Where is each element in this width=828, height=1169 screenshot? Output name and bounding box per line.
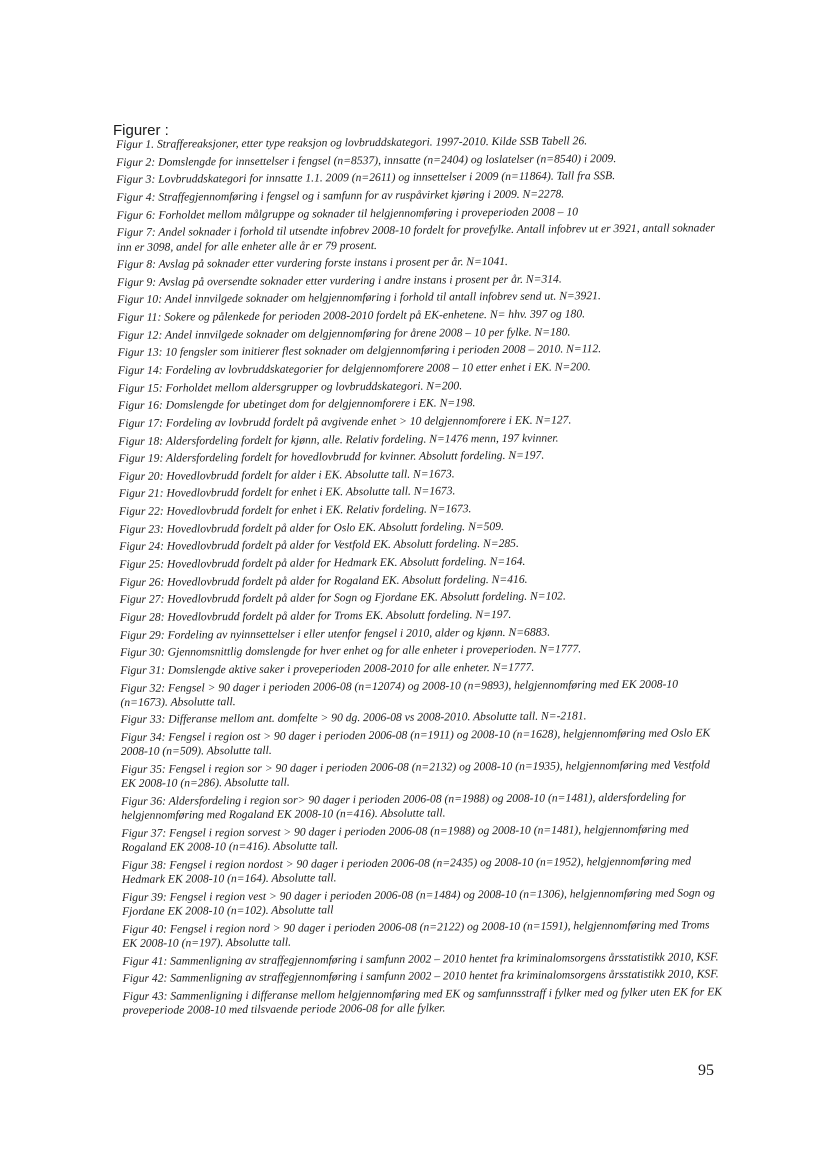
- figure-caption: Figur 17: Fordeling av lovbrudd fordelt på avgivende enhet > 10 delgjennomforere i EK. N=127.: [118, 413, 572, 430]
- figure-caption: Figur 34: Fengsel i region ost > 90 dager i perioden 2006-08 (n=1911) og 2008-10 (n=1628), helgjennomføring med Oslo EK 2008-10 (n=509). Absolutte tall.: [120, 726, 711, 759]
- figure-caption: Figur 31: Domslengde aktive saker i proveperioden 2008-2010 for alle enheter. N=1777.: [120, 660, 535, 677]
- figure-caption: Figur 39: Fengsel i region vest > 90 dager i perioden 2006-08 (n=1484) og 2008-10 (n=1306), helgjennomføring med Sogn og Fjordane EK 2008-10 (n=102). Absolutte tall: [121, 886, 715, 919]
- figure-caption: Figur 35: Fengsel i region sor > 90 dager i perioden 2006-08 (n=2132) og 2008-10 (n=1935), helgjennomføring med Vestfold EK 2008-10 (n=286). Absolutte tall.: [120, 758, 710, 791]
- figure-caption: Figur 16: Domslengde for ubetinget dom for delgjennomforere i EK. N=198.: [118, 396, 476, 413]
- figure-caption: Figur 8: Avslag på soknader etter vurdering forste instans i prosent per år. N=1041.: [116, 255, 508, 272]
- figure-caption: Figur 10: Andel innvilgede soknader om helgjennomføring i forhold til antall infobrev send ut. N=3921.: [117, 289, 601, 307]
- figure-caption: Figur 14: Fordeling av lovbruddskategorier for delgjennomforere 2008 – 10 etter enhet i EK. N=200.: [117, 360, 591, 377]
- figure-caption: Figur 23: Hovedlovbrudd fordelt på alder for Oslo EK. Absolutt fordeling. N=509.: [119, 519, 504, 536]
- figure-list: [116, 133, 723, 1022]
- figure-caption: Figur 11: Sokere og pålenkede for perioden 2008-2010 fordelt på EK-enhetene. N= hhv. 397 og 180.: [117, 307, 586, 325]
- figure-caption: Figur 38: Fengsel i region nordost > 90 dager i perioden 2006-08 (n=2435) og 2008-10 (n=1952), helgjennomføring med Hedmark EK 2008-10 (n=164). Absolutte tall.: [121, 854, 692, 887]
- figure-caption: Figur 19: Aldersfordeling fordelt for hovedlovbrudd for kvinner. Absolutt fordeling. N=197.: [118, 448, 545, 466]
- figure-caption: Figur 6: Forholdet mellom målgruppe og soknader til helgjennomføring i proveperioden 2008 – 10: [116, 204, 579, 222]
- figure-caption: Figur 26: Hovedlovbrudd fordelt på alder for Rogaland EK. Absolutt fordeling. N=416.: [119, 572, 528, 589]
- figure-caption: Figur 20: Hovedlovbrudd fordelt for alder i EK. Absolutte tall. N=1673.: [118, 467, 455, 483]
- figure-caption: Figur 25: Hovedlovbrudd fordelt på alder for Hedmark EK. Absolutt fordeling. N=164.: [119, 554, 526, 572]
- figure-caption: Figur 18: Aldersfordeling fordelt for kjønn, alle. Relativ fordeling. N=1476 menn, 197 kvinner.: [118, 431, 559, 448]
- figure-caption: Figur 13: 10 fengsler som initierer flest soknader om delgjennomføring i perioden 2008 – 2010. N=112.: [117, 342, 602, 360]
- figure-caption: Figur 7: Andel soknader i forhold til utsendte infobrev 2008-10 fordelt for provefylke. Antall infobrev ut er 3921, antall soknader inn er 3098, andel for alle enheter alle år er 79 prosent.: [116, 221, 715, 254]
- figure-caption: Figur 21: Hovedlovbrudd fordelt for enhet i EK. Absolutte tall. N=1673.: [118, 484, 456, 501]
- figure-caption: Figur 36: Aldersfordeling i region sor> 90 dager i perioden 2006-08 (n=1988) og 2008-10 (n=1481), aldersfordeling for helgjennomføring med Rogaland EK 2008-10 (n=416). Absolutte tall.: [121, 790, 686, 823]
- page-number: 95: [698, 1062, 714, 1079]
- figure-caption: Figur 1. Straffereaksjoner, etter type reaksjon og lovbruddskategori. 1997-2010. Kilde SSB Tabell 26.: [116, 134, 588, 151]
- figure-caption: Figur 24: Hovedlovbrudd fordelt på alder for Vestfold EK. Absolutt fordeling. N=285.: [119, 537, 519, 554]
- figure-caption: Figur 4: Straffegjennomføring i fengsel og i samfunn for av ruspåvirket kjøring i 2009. N=2278.: [116, 187, 565, 204]
- figure-caption: Figur 30: Gjennomsnittlig domslengde for hver enhet og for alle enheter i proveperioden. N=1777.: [119, 642, 582, 660]
- figure-caption: Figur 42: Sammenligning av straffegjennomføring i samfunn 2002 – 2010 hentet fra kriminalomsorgens årsstatistikk 2010, KSF.: [122, 967, 719, 986]
- figure-caption: Figur 41: Sammenligning av straffegjennomføring i samfunn 2002 – 2010 hentet fra kriminalomsorgens årsstatistikk 2010, KSF.: [122, 949, 719, 968]
- figure-caption: Figur 40: Fengsel i region nord > 90 dager i perioden 2006-08 (n=2122) og 2008-10 (n=1591), helgjennomføring med Troms EK 2008-10 (n=197). Absolutte tall.: [122, 918, 710, 950]
- figure-caption: Figur 15: Forholdet mellom aldersgrupper og lovbruddskategori. N=200.: [117, 378, 463, 395]
- figure-caption: Figur 2: Domslengde for innsettelser i fengsel (n=8537), innsatte (n=2404) og loslatelser (n=8540) i 2009.: [116, 151, 617, 169]
- figure-caption: Figur 27: Hovedlovbrudd fordelt på alder for Sogn og Fjordane EK. Absolutt fordeling. N=102.: [119, 589, 566, 607]
- figure-caption: Figur 28: Hovedlovbrudd fordelt på alder for Troms EK. Absolutt fordeling. N=197.: [119, 607, 512, 624]
- figure-caption: Figur 43: Sammenligning i differanse mellom helgjennomføring med EK og samfunnsstraff i fylker med og fylker uten EK for EK proveperiode 2008-10 med tilsvaende periode 2006-08 for alle fylker.: [122, 985, 723, 1018]
- figure-caption: Figur 33: Differanse mellom ant. domfelte > 90 dg. 2006-08 vs 2008-2010. Absolutte tall. N=-2181.: [120, 709, 587, 727]
- figure-caption: Figur 22: Hovedlovbrudd fordelt for enhet i EK. Relativ fordeling. N=1673.: [118, 502, 472, 519]
- figure-caption: Figur 37: Fengsel i region sorvest > 90 dager i perioden 2006-08 (n=1988) og 2008-10 (n=1481), helgjennomføring med Rogaland EK 2008-10 (n=416). Absolutte tall.: [121, 822, 689, 855]
- figure-caption: Figur 12: Andel innvilgede soknader om delgjennomføring for årene 2008 – 10 per fylke. N=180.: [117, 325, 571, 342]
- figure-caption: Figur 9: Avslag på oversendte soknader etter vurdering i andre instans i prosent per år. N=314.: [117, 272, 562, 289]
- figure-caption: Figur 29: Fordeling av nyinnsettelser i eller utenfor fengsel i 2010, alder og kjønn. N=6883.: [119, 625, 551, 642]
- figures-heading: Figurer :: [113, 122, 169, 139]
- figure-caption: Figur 3: Lovbruddskategori for innsatte 1.1. 2009 (n=2611) og innsettelser i 2009 (n=11864). Tall fra SSB.: [116, 169, 616, 187]
- figure-caption: Figur 32: Fengsel > 90 dager i perioden 2006-08 (n=12074) og 2008-10 (n=9893), helgjennomføring med EK 2008-10 (n=1673). Absolutte tall.: [120, 677, 679, 709]
